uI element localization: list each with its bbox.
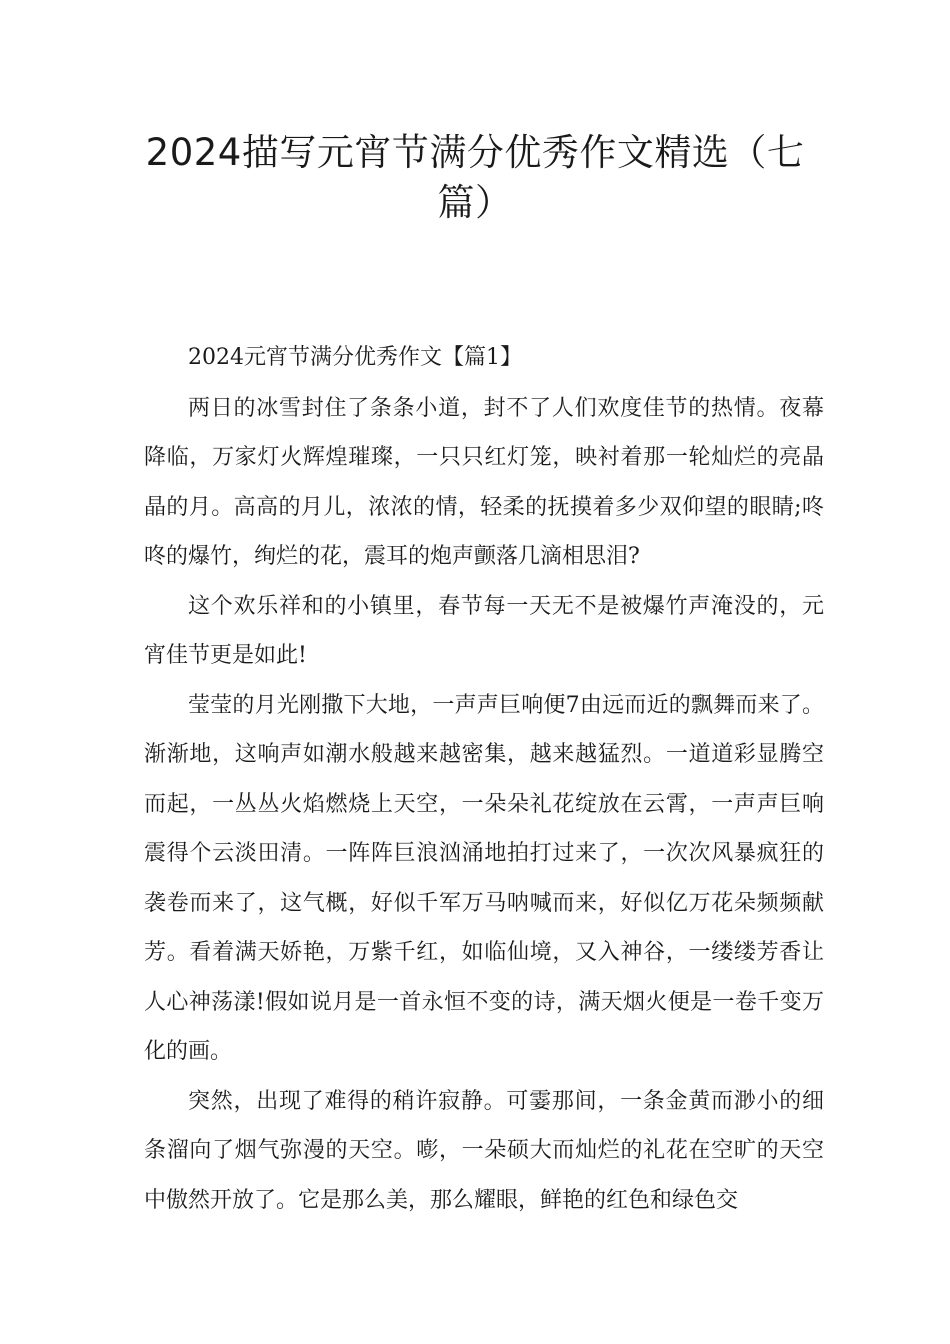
paragraph: 突然，出现了难得的稍许寂静。可霎那间，一条金黄而渺小的细条溜向了烟气弥漫的天空。嘭，一朵硕大而灿烂的礼花在空旷的天空中傲然开放了。它是那么美，那么耀眼，鲜艳的红色和绿色交: [144, 1088, 824, 1213]
document-title: 2024描写元宵节满分优秀作文精选（七篇）: [145, 131, 805, 224]
section-heading: 2024元宵节满分优秀作文【篇1】: [188, 345, 522, 370]
paragraph: 莹莹的月光刚撒下大地，一声声巨响便7由远而近的飘舞而来了。渐渐地，这响声如潮水般越来越密集，越来越猛烈。一道道彩显腾空而起，一丛丛火焰燃烧上天空，一朵朵礼花绽放在云霄，一声声巨响震得个云淡田清。一阵阵巨浪汹涌地拍打过来了，一次次风暴疯狂的袭卷而来了，这气概，好似千军万马呐喊而来，好似亿万花朵频频献芳。看着满天娇艳，万紫千红，如临仙境，又入神谷，一缕缕芳香让人心神荡漾!假如说月是一首永恒不变的诗，满天烟火便是一卷千变万化的画。: [144, 692, 824, 1064]
paragraph: 这个欢乐祥和的小镇里，春节每一天无不是被爆竹声淹没的，元宵佳节更是如此!: [144, 593, 824, 668]
document-body: [144, 333, 824, 1225]
paragraph: 两日的冰雪封住了条条小道，封不了人们欢度佳节的热情。夜幕降临，万家灯火辉煌璀璨，一只只红灯笼，映衬着那一轮灿烂的亮晶晶的月。高高的月儿，浓浓的情，轻柔的抚摸着多少双仰望的眼睛;咚咚的爆竹，绚烂的花，震耳的炮声颤落几滴相思泪?: [144, 395, 824, 569]
